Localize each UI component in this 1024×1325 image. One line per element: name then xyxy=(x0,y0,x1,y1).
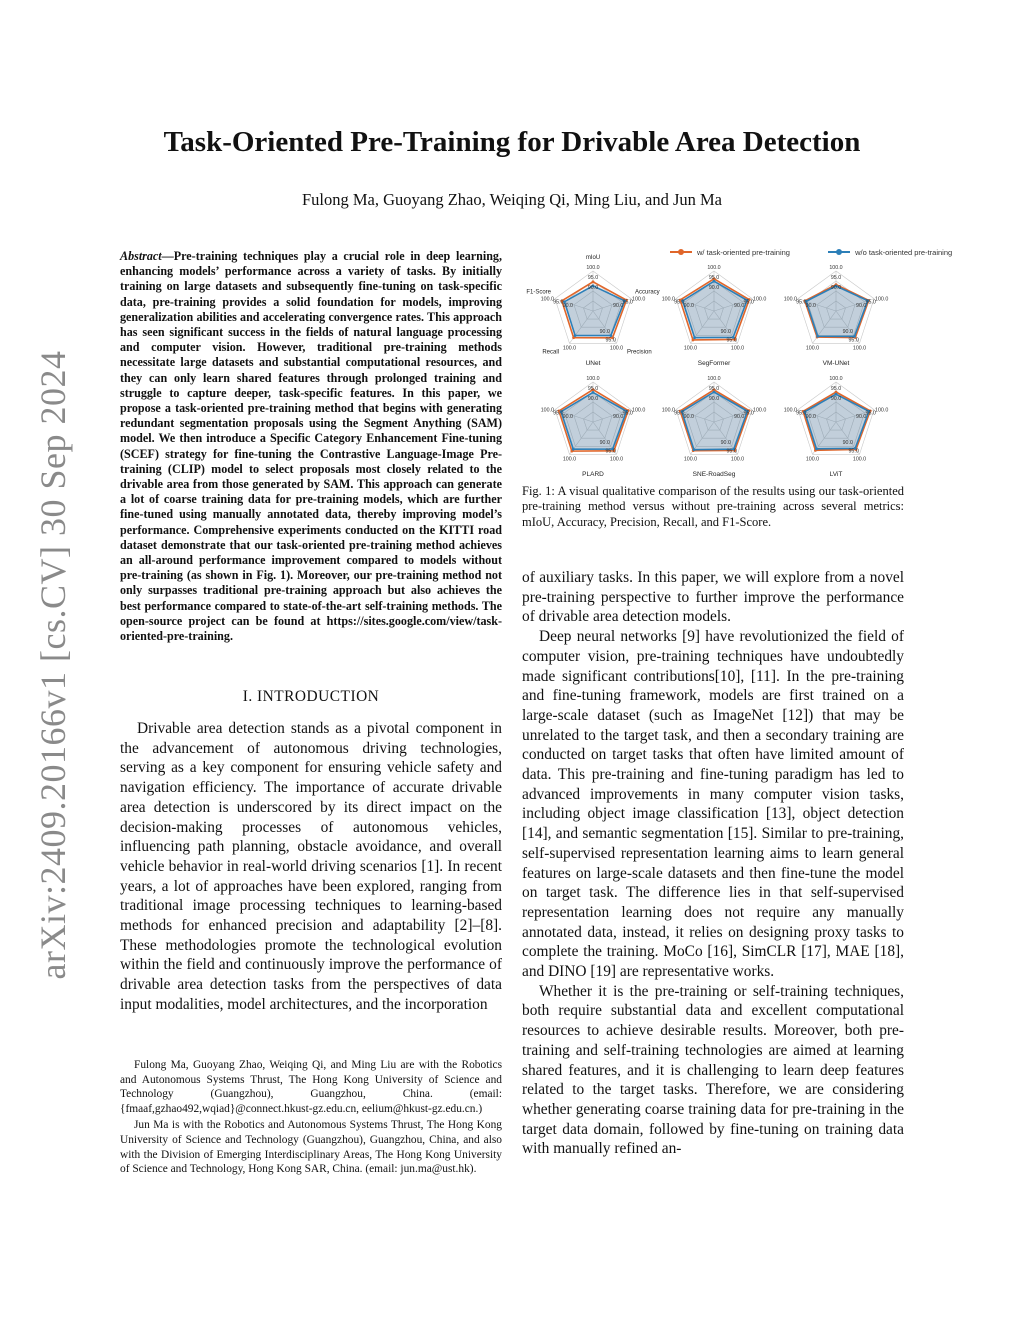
radar-panel-title: SNE-RoadSeg xyxy=(692,471,736,478)
abstract xyxy=(120,249,502,644)
radar-ring-label: 100.0 xyxy=(609,456,624,463)
radar-ring-label: 95.0 xyxy=(830,386,842,392)
radar-axis-label: Precision xyxy=(627,349,652,356)
radar-panel-title: VM-UNet xyxy=(822,360,850,367)
radar-ring-label: 100.0 xyxy=(683,456,698,463)
legend-label-without: w/o task-oriented pre-training xyxy=(855,247,953,257)
radar-ring-label: 100.0 xyxy=(753,296,767,303)
radar-ring-label: 100.0 xyxy=(683,345,698,352)
radar-ring-label: 90.0 xyxy=(613,302,624,309)
radar-ring-label: 90.0 xyxy=(683,302,694,309)
radar-ring-label: 100.0 xyxy=(540,407,554,414)
radar-ring-label: 100.0 xyxy=(805,456,820,463)
radar-ring-label: 95.0 xyxy=(605,337,616,344)
right-paragraph-2: Deep neural networks [9] have revolutionized the field of computer vision, pre-training techniques have undoubtedly made significant contributions[10], [11]. In the pre-training and fine-tuning framework, models are first trained on a large-scale dataset (such as ImageNet [12]) that may be unrelated to the target task, and then a secondary training are conducted on target tasks that often have limited amount of data. This pre-training and fine-tuning paradigm has led to advanced improvements in many computer vision tasks, including object image classification [13], object detection [14], and semantic segmentation [15]. Similar to pre-training, self-supervised representation learning aims to learn general features on large-scale datasets and then fine-tune the model on target task. The difference lies in that self-supervised representation learning does not require any manually annotated data, instead, it relies on designing proxy tasks to complete the training. MoCo [16], SimCLR [17], MAE [18], and DINO [19] are representative works. xyxy=(522,628,904,981)
radar-ring-label: 100.0 xyxy=(753,407,767,414)
radar-axis-label: Recall xyxy=(542,349,559,356)
radar-ring-label: 95.0 xyxy=(553,410,564,417)
radar-ring-label: 95.0 xyxy=(674,410,685,417)
radar-ring-label: 95.0 xyxy=(830,275,842,281)
radar-ring-label: 95.0 xyxy=(605,448,616,455)
radar-ring-label: 95.0 xyxy=(622,299,633,306)
arxiv-stamp xyxy=(28,350,78,980)
radar-axis-label: Accuracy xyxy=(635,289,660,296)
radar-ring-label: 100.0 xyxy=(829,265,843,271)
radar-ring-label: 95.0 xyxy=(587,386,599,392)
radar-ring-label: 95.0 xyxy=(848,448,859,455)
radar-ring-label: 90.0 xyxy=(613,413,624,420)
radar-panel-title: SegFormer xyxy=(697,360,731,367)
section-title: I. INTRODUCTION xyxy=(242,688,380,705)
radar-ring-label: 95.0 xyxy=(553,299,564,306)
right-paragraph-3: Whether it is the pre-training or self-training techniques, both require substantial data and excellent computational resources to achieve desirable results. Moreover, both pre-training and self-training technologies are aimed at learning shared features, and it is challenging to learn deep features related to the target tasks. Therefore, we are considering whether generating coarse training data for pre-training in the target data domain, followed by fine-tuning on training data with manually refined an- xyxy=(522,982,904,1158)
right-column xyxy=(522,568,904,1159)
radar-ring-label: 90.0 xyxy=(720,440,731,447)
radar-ring-label: 100.0 xyxy=(852,345,867,352)
legend-label-with: w/ task-oriented pre-training xyxy=(697,247,790,257)
radar-point xyxy=(574,334,577,337)
author-list: Fulong Ma, Guoyang Zhao, Weiqing Qi, Ming Liu, and Jun Ma xyxy=(301,190,722,209)
legend-swatch-with xyxy=(670,251,692,253)
radar-ring-label: 95.0 xyxy=(743,299,754,306)
radar-ring-label: 100.0 xyxy=(783,296,797,303)
radar-ring-label: 95.0 xyxy=(708,275,720,281)
radar-ring-label: 100.0 xyxy=(730,345,745,352)
radar-axis-label: mIoU xyxy=(585,255,601,261)
arxiv-stamp-text: arXiv:2409.20166v1 [cs.CV] 30 Sep 2024 xyxy=(33,350,73,980)
radar-ring-label: 90.0 xyxy=(830,396,842,402)
radar-ring-label: 90.0 xyxy=(856,302,867,309)
radar-ring-label: 95.0 xyxy=(708,386,720,392)
intro-column xyxy=(120,719,502,1015)
radar-ring-label: 90.0 xyxy=(587,396,599,402)
radar-ring-label: 100.0 xyxy=(829,376,843,382)
radar-ring-label: 95.0 xyxy=(726,448,737,455)
radar-ring-label: 100.0 xyxy=(609,345,624,352)
radar-ring-label: 95.0 xyxy=(865,410,876,417)
footnote-affiliation-2: Jun Ma is with the Robotics and Autonomous Systems Thrust, The Hong Kong University of Science and Technology (Guangzhou), Guangzhou, China, and also with the Division of Emerging Interdisciplinary Areas, The Hong Kong University of Science and Technology, Hong Kong SAR, China. (email: jun.ma@ust.hk). xyxy=(120,1119,502,1176)
radar-panel-title: UNet xyxy=(585,360,601,367)
radar-ring-label: 100.0 xyxy=(707,265,721,271)
footnote-affiliation-1: Fulong Ma, Guoyang Zhao, Weiqing Qi, and Ming Liu are with the Robotics and Autonomous Systems Thrust, The Hong Kong University of Science and Technology (Guangzhou), Guangzhou, China. (email: {fmaaf,gzhao492,wqiad}@connect.hkust-gz.edu.cn, eelium@hkust-gz.edu.cn.) xyxy=(120,1059,502,1115)
footnotes xyxy=(120,1058,502,1179)
radar-chart-figure xyxy=(518,254,908,480)
radar-point xyxy=(572,448,575,451)
radar-panel-segformer xyxy=(662,265,767,367)
radar-ring-label: 90.0 xyxy=(734,413,745,420)
radar-ring-label: 90.0 xyxy=(830,285,842,291)
radar-ring-label: 100.0 xyxy=(661,407,675,414)
radar-panel-unet xyxy=(526,255,659,367)
abstract-label: Abstract xyxy=(120,249,162,263)
radar-ring-label: 90.0 xyxy=(856,413,867,420)
radar-ring-label: 100.0 xyxy=(632,296,646,303)
figure-caption: Fig. 1: A visual qualitative comparison of the results using our task-oriented pre-training method versus without pre-training across several metrics: mIoU, Accuracy, Precision, Recall, and F1-Score. xyxy=(522,484,904,529)
radar-ring-label: 90.0 xyxy=(708,396,720,402)
radar-ring-label: 90.0 xyxy=(562,413,573,420)
radar-ring-label: 95.0 xyxy=(726,337,737,344)
radar-point xyxy=(816,335,819,338)
radar-ring-label: 95.0 xyxy=(848,337,859,344)
radar-panel-plard xyxy=(541,376,646,478)
radar-ring-label: 90.0 xyxy=(805,302,816,309)
radar-ring-label: 90.0 xyxy=(720,329,731,336)
radar-ring-label: 95.0 xyxy=(743,410,754,417)
radar-ring-label: 90.0 xyxy=(842,440,853,447)
radar-ring-label: 95.0 xyxy=(796,410,807,417)
radar-ring-label: 100.0 xyxy=(586,265,600,271)
paper-title: Task-Oriented Pre-Training for Drivable Area Detection xyxy=(163,126,861,158)
radar-point xyxy=(815,447,818,450)
radar-point xyxy=(692,339,695,342)
radar-ring-label: 90.0 xyxy=(562,302,573,309)
radar-ring-label: 100.0 xyxy=(730,456,745,463)
radar-ring-label: 100.0 xyxy=(875,296,889,303)
radar-axis-label: F1-Score xyxy=(526,289,551,296)
radar-ring-label: 95.0 xyxy=(865,299,876,306)
radar-ring-label: 100.0 xyxy=(586,376,600,382)
legend-swatch-without xyxy=(828,251,850,253)
radar-ring-label: 100.0 xyxy=(805,345,820,352)
radar-panel-title: LViT xyxy=(829,471,843,478)
radar-panel-title: PLARD xyxy=(582,471,604,478)
radar-ring-label: 90.0 xyxy=(683,413,694,420)
radar-ring-label: 90.0 xyxy=(734,302,745,309)
radar-ring-label: 100.0 xyxy=(707,376,721,382)
intro-paragraph: Drivable area detection stands as a pivotal component in the advancement of autonomous driving technologies, serving as a key component for ensuring vehicle safety and navigation efficiency. The importance of accurate drivable area detection is underscored by its direct impact on the decision-making processes of autonomous vehicles, influencing path planning, obstacle avoidance, and overall vehicle behavior in real-world driving scenarios [1]. In recent years, a lot of approaches have been explored, ranging from traditional image processing techniques to learning-based methods for enhanced precision and adaptability [2]–[8]. These methodologies promote the technological evolution within the field and continuously improve the performance of drivable area detection tasks from the perspectives of data input modalities, model architectures, and the incorporation xyxy=(120,720,502,1013)
abstract-text: —Pre-training techniques play a crucial role in deep learning, enhancing models’ performance across a variety of tasks. By initially training on large datasets and subsequently fine-tuning on task-specific data, pre-training provides a solid foundation for models, improving generalization abilities and accelerating convergence rates. This approach has seen significant success in the fields of natural language processing and computer vision. However, traditional pre-training methods necessitate large datasets and substantial computational resources, and they can only learn shared features through prolonged training and struggle to capture deeper, task-specific features. In this paper, we propose a task-oriented pre-training method that begins with generating redundant segmentation proposals using the Segment Anything (SAM) model. We then introduce a Specific Category Enhancement Fine-tuning (SCEF) strategy for fine-tuning the Contrastive Language-Image Pre-training (CLIP) model to select proposals most closely related to the drivable area from those generated by SAM. This approach can generate a lot of coarse training data for pre-training models, which are further fine-tuned using manually annotated data, thereby improving model’s performance. Comprehensive experiments conducted on the KITTI road dataset demonstrate that our task-oriented pre-training method achieves an all-around performance improvement compared to models without pre-training (as shown in Fig. 1). Moreover, our pre-training method not only surpasses traditional pre-training approach but also achieves the best performance compared to state-of-the-art self-training methods. The open-source project can be found at https://sites.google.com/view/task-oriented-pre-training. xyxy=(120,249,502,644)
radar-ring-label: 90.0 xyxy=(587,285,599,291)
radar-ring-label: 90.0 xyxy=(805,413,816,420)
radar-point xyxy=(693,336,696,339)
radar-ring-label: 90.0 xyxy=(599,440,610,447)
radar-panel-vm-unet xyxy=(784,265,889,367)
radar-panel-lvit xyxy=(784,376,889,478)
radar-ring-label: 100.0 xyxy=(562,345,577,352)
radar-ring-label: 95.0 xyxy=(674,299,685,306)
radar-ring-label: 100.0 xyxy=(562,456,577,463)
radar-ring-label: 90.0 xyxy=(599,329,610,336)
radar-ring-label: 95.0 xyxy=(587,275,599,281)
radar-ring-label: 100.0 xyxy=(632,407,646,414)
right-paragraph-1: of auxiliary tasks. In this paper, we will explore from a novel pre-training perspective to further improve the performance of drivable area detection models. xyxy=(522,569,904,626)
radar-ring-label: 100.0 xyxy=(540,296,554,303)
radar-ring-label: 100.0 xyxy=(661,296,675,303)
radar-ring-label: 95.0 xyxy=(796,299,807,306)
radar-ring-label: 90.0 xyxy=(842,329,853,336)
radar-ring-label: 100.0 xyxy=(783,407,797,414)
radar-panel-sne-roadseg xyxy=(662,376,767,478)
radar-ring-label: 100.0 xyxy=(852,456,867,463)
radar-ring-label: 100.0 xyxy=(875,407,889,414)
radar-point xyxy=(692,448,695,451)
radar-ring-label: 95.0 xyxy=(622,410,633,417)
radar-ring-label: 90.0 xyxy=(708,285,720,291)
